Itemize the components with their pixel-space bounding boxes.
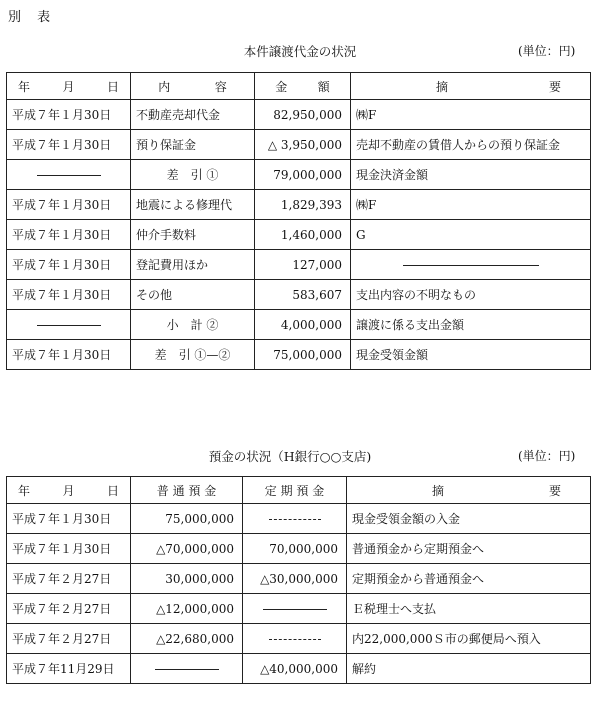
header-amount [255,73,351,100]
header-date [7,73,131,100]
header-content [131,73,255,100]
row-date: 平成７年１月30日 [7,250,131,280]
row-fixed-empty [243,594,347,624]
table2-unit: (単位：円) [518,449,576,463]
row-content: 小 計 ② [131,310,255,340]
row-summary: 支出内容の不明なもの [351,280,591,310]
dash-line [269,519,321,520]
row-content: 預り保証金 [131,130,255,160]
header-date-month: 月 [62,483,75,498]
dash-line [155,669,219,670]
table-row [7,100,591,130]
row-content: 仲介手数料 [131,220,255,250]
header-summary-2: 要 [548,79,561,94]
row-summary: 普通預金から定期預金へ [347,534,591,564]
row-summary: Ｅ税理士へ支払 [347,594,591,624]
row-content: 差 引 ①—② [131,340,255,370]
header-date-day: 日 [106,79,119,94]
header-summary-1: 摘 [432,483,445,498]
row-summary: ㈱F [351,100,591,130]
row-ordinary: 30,000,000 [131,564,243,594]
row-summary: ㈱F [351,190,591,220]
table-header-row [7,477,591,504]
row-summary-empty [351,250,591,280]
row-summary: 定期預金から普通預金へ [347,564,591,594]
row-fixed: 70,000,000 [243,534,347,564]
row-date: 平成７年２月27日 [7,624,131,654]
row-summary: 内22,000,000Ｓ市の郵便局へ預入 [347,624,591,654]
table1-title: 本件譲渡代金の状況 [243,44,357,59]
header-amount-1: 金 [275,79,288,94]
row-summary: 売却不動産の賃借人からの預り保証金 [351,130,591,160]
header-content-2: 容 [214,79,227,94]
row-date: 平成７年１月30日 [7,190,131,220]
dash-line [37,325,101,326]
deposit-status-table [6,476,591,684]
page-label: 別 表 [8,10,57,25]
table-row [7,250,591,280]
row-content: 登記費用ほか [131,250,255,280]
row-ordinary: △70,000,000 [131,534,243,564]
table-row [7,594,591,624]
table-row [7,504,591,534]
row-fixed-empty [243,624,347,654]
row-fixed: △30,000,000 [243,564,347,594]
dash-line [403,265,539,266]
dash-line [263,609,327,610]
row-date: 平成７年２月27日 [7,564,131,594]
table-header-row [7,73,591,100]
row-date: 平成７年１月30日 [7,534,131,564]
header-date-year: 年 [18,79,31,94]
row-date: 平成７年11月29日 [7,654,131,684]
header-summary [347,477,591,504]
table-row [7,654,591,684]
row-date-empty [7,310,131,340]
row-date: 平成７年１月30日 [7,130,131,160]
row-ordinary: 75,000,000 [131,504,243,534]
row-summary: 現金決済金額 [351,160,591,190]
table-row [7,624,591,654]
row-content: 不動産売却代金 [131,100,255,130]
dash-line [37,175,101,176]
row-date: 平成７年１月30日 [7,340,131,370]
header-date [7,477,131,504]
header-fixed-deposit: 定 期 預 金 [243,477,347,504]
row-amount: 4,000,000 [255,310,351,340]
row-amount: 583,607 [255,280,351,310]
dash-line [269,639,321,640]
table-row [7,280,591,310]
row-amount: 82,950,000 [255,100,351,130]
table-row [7,340,591,370]
row-amount: 1,460,000 [255,220,351,250]
row-date-empty [7,160,131,190]
row-ordinary-empty [131,654,243,684]
table-row [7,190,591,220]
table-row [7,534,591,564]
row-date: 平成７年１月30日 [7,280,131,310]
header-date-year: 年 [18,483,31,498]
row-date: 平成７年１月30日 [7,100,131,130]
header-ordinary-deposit: 普 通 預 金 [131,477,243,504]
row-date: 平成７年１月30日 [7,504,131,534]
table-row [7,220,591,250]
header-amount-2: 額 [317,79,330,94]
header-content-1: 内 [158,79,171,94]
row-amount: 127,000 [255,250,351,280]
row-ordinary: △22,680,000 [131,624,243,654]
row-summary: 譲渡に係る支出金額 [351,310,591,340]
row-summary: 解約 [347,654,591,684]
row-summary: G [351,220,591,250]
header-summary-2: 要 [548,483,561,498]
row-summary: 現金受領金額の入金 [347,504,591,534]
row-ordinary: △12,000,000 [131,594,243,624]
row-amount: 79,000,000 [255,160,351,190]
header-date-month: 月 [62,79,75,94]
table-row [7,130,591,160]
transfer-proceeds-table [6,72,591,370]
row-amount: △ 3,950,000 [255,130,351,160]
row-content: その他 [131,280,255,310]
header-summary [351,73,591,100]
table-row [7,564,591,594]
row-content: 地震による修理代 [131,190,255,220]
table2-title: 預金の状況（H銀行○○支店) [208,449,372,464]
table-row [7,310,591,340]
header-summary-1: 摘 [436,79,449,94]
row-date: 平成７年１月30日 [7,220,131,250]
row-content: 差 引 ① [131,160,255,190]
table1-unit: (単位：円) [518,44,576,58]
row-amount: 1,829,393 [255,190,351,220]
row-fixed: △40,000,000 [243,654,347,684]
row-fixed-empty [243,504,347,534]
row-date: 平成７年２月27日 [7,594,131,624]
table-row [7,160,591,190]
row-summary: 現金受領金額 [351,340,591,370]
row-amount: 75,000,000 [255,340,351,370]
header-date-day: 日 [106,483,119,498]
